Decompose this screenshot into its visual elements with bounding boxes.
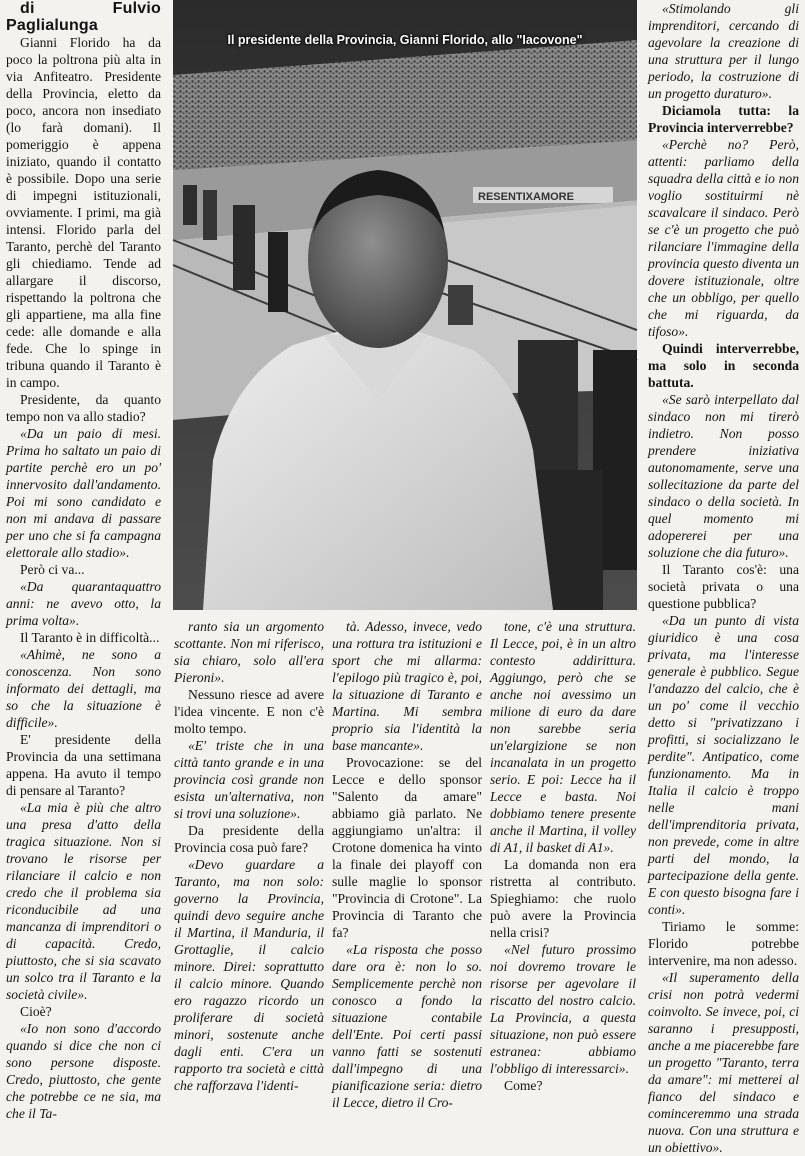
text-paragraph: Cioè? — [20, 1004, 52, 1019]
byline: di Fulvio Paglialunga — [6, 0, 161, 34]
article-column-1 — [6, 0, 161, 1121]
text-paragraph: Gianni Florido ha da poco la poltrona più alta in via Anfiteatro. Presidente della Provincia, eletto da poco, ancora non insediato (lo farà domani). Il pomeriggio è appena iniziato, quando il contatto è possibile. Dopo una serie di impegni istituzionali, ovviamente. I primi, ma già intensi. Florido parla del Taranto, perchè del Taranto gli chiediamo. Tende ad allargare il discorso, rispettando la poltrona che gli appartiene, ma alla fine cede: alle domande e alla fede. Che lo spinge in tribuna quando il Taranto è in campo. — [6, 35, 161, 390]
answer-paragraph: «Stimolando gli imprenditori, cercando di agevolare la creazione di una struttura per il lungo periodo, la costruzione di un progetto duraturo». — [648, 1, 799, 101]
text-paragraph: E' presidente della Provincia da una settimana appena. Ha avuto il tempo di pensare al Taranto? — [6, 732, 161, 798]
article-photo — [173, 0, 637, 610]
article-column-5 — [648, 0, 799, 1155]
answer-paragraph: «Se sarò interpellato dal sindaco non mi tirerò indietro. Non posso prendere iniziativa autonomamente, serve una sollecitazione da parte del sindaco o della società. In quel momento mi adopererei per una soluzione che dia futuro». — [648, 392, 799, 560]
text-paragraph: Provocazione: se del Lecce e dello sponsor "Salento da amare" abbiamo già parlato. Ne aggiungiamo un'altra: il Crotone domenica ha vinto la finale dei playoff con sulle maglie lo sponsor "Provincia di Crotone". La Provincia di Taranto che fa? — [332, 755, 482, 940]
article-column-4 — [490, 618, 636, 1093]
text-paragraph: Nessuno riesce ad avere l'idea vincente. E non c'è molto tempo. — [174, 687, 324, 736]
answer-paragraph: «Io non sono d'accordo quando si dice che non ci sono persone disposte. Credo, piuttosto, che gente che potrebbe ce ne sia, ma che il Ta- — [6, 1021, 161, 1121]
text-paragraph: Presidente, da quanto tempo non va allo stadio? — [6, 392, 161, 424]
question-paragraph: Diciamola tutta: la Provincia interverrebbe? — [648, 103, 799, 135]
article-column-2 — [174, 618, 324, 1093]
text-paragraph: Il Taranto è in difficoltà... — [20, 630, 160, 645]
photo-caption: Il presidente della Provincia, Gianni Florido, allo "Iacovone" — [227, 33, 583, 47]
text-paragraph: Come? — [504, 1078, 543, 1093]
answer-paragraph: «Perchè no? Però, attenti: parliamo della squadra della città e io non voglio sostituirmi nè scavalcare il sindaco. Però se c'è un progetto che può rilanciare l'immagine della provincia questo diventa un dovere istituzionale, oltre che un obbligo, per quello che mi riguarda, da tifoso». — [648, 137, 799, 339]
stadium-banner: RESENTIXAMORE — [478, 191, 574, 203]
answer-paragraph: «La risposta che posso dare ora è: non lo so. Semplicemente perchè non conosco a fondo la situazione contabile dell'Ente. Poi certi passi vanno fatti se sostenuti dall'impegno di una pianificazione seria: dietro il Lecce, dietro il Cro- — [332, 942, 482, 1110]
answer-paragraph: «Da quarantaquattro anni: ne avevo otto, la prima volta». — [6, 579, 161, 628]
answer-paragraph: «Da un punto di vista giuridico è una cosa privata, ma l'interesse generale è pubblico. Segue l'andazzo del calcio, che è un po' come il vecchio detto si "privatizzano i profitti, si socializzano le perdite". Antipatico, come funzionamento. Ma in Italia il calcio è troppo nelle mani dell'imprenditoria privata, non prevede, come in altre parti del mondo, la partecipazione della gente. E con questo bisogna fare i conti». — [648, 613, 799, 917]
answer-paragraph: tone, c'è una struttura. Il Lecce, poi, è in un altro contesto addirittura. Aggiungo, però che se anche noi avessimo un milione di euro da dare non sarebbe seria un'elargizione se non incanalata in un progetto serio. E poi: Lecce ha il Lecce e basta. Noi dobbiamo tenere presente anche il Martina, il volley di A1, il basket di A1». — [490, 619, 636, 855]
answer-paragraph: ranto sia un argomento scottante. Non mi riferisco, sia chiaro, solo all'era Pieroni». — [174, 619, 324, 685]
answer-paragraph: «Nel futuro prossimo noi dovremo trovare le risorse per agevolare il riscatto del nostro calcio. La Provincia, a questa situazione, non può essere estranea: abbiamo l'obbligo di interessarci». — [490, 942, 636, 1076]
text-paragraph: Da presidente della Provincia cosa può fare? — [174, 823, 324, 855]
text-paragraph: Tiriamo le somme: Florido potrebbe intervenire, ma non adesso. — [648, 919, 799, 968]
answer-paragraph: «Il superamento della crisi non potrà vedermi coinvolto. Se invece, poi, ci saranno i presupposti, anche a me piacerebbe fare un progetto "Taranto, terra da amare": mi metterei al fianco del sindaco e cominceremmo una strada nuova. Con una struttura e un obiettivo». — [648, 970, 799, 1155]
text-paragraph: Il Taranto cos'è: una società privata o una questione pubblica? — [648, 562, 799, 611]
answer-paragraph: tà. Adesso, invece, vedo una rottura tra istituzioni e sport che mi allarma: l'epilogo più tragico è, poi, la situazione di Taranto e Martina. Mi sembra proprio sia l'identità la base mancante». — [332, 619, 482, 753]
text-paragraph: La domanda non era ristretta al contributo. Spieghiamo: che ruolo può avere la Provincia nella crisi? — [490, 857, 636, 940]
answer-paragraph: «Ahimè, ne sono a conoscenza. Non sono informato dei dettagli, ma so che la situazione è difficile». — [6, 647, 161, 730]
stadium-photo-image — [173, 0, 637, 610]
text-paragraph: Però ci va... — [20, 562, 85, 577]
answer-paragraph: «Devo guardare a Taranto, ma non solo: governo la Provincia, quindi devo seguire anche il Martina, il Manduria, il Grottaglie, il calcio minore. Direi: soprattutto il calcio minore. Quando ero ragazzo ricordo un proliferare di società minori, sostenute anche dagli enti. C'era un rapporto tra società e città che rafforzava l'identi- — [174, 857, 324, 1093]
article-column-3 — [332, 618, 482, 1110]
answer-paragraph: «E' triste che in una città tanto grande e in una provincia così grande non esista un'alternativa, non si trovi una soluzione». — [174, 738, 324, 821]
question-paragraph: Quindi interverrebbe, ma solo in seconda battuta. — [648, 341, 799, 390]
answer-paragraph: «Da un paio di mesi. Prima ho saltato un paio di partite perchè ero un po' innervosito dall'andamento. Poi mi sono candidato e non mi andava di passare per uno che si fa campagna elettorale allo stadio». — [6, 426, 161, 560]
answer-paragraph: «La mia è più che altro una presa d'atto della tragica situazione. Non si trovano le risorse per rilanciare il calcio e non credo che il problema sia riconducibile ad una mancanza di imprenditori o di capacità. Credo, piuttosto, che si sia scavato un solco tra il Taranto e la società civile». — [6, 800, 161, 1002]
